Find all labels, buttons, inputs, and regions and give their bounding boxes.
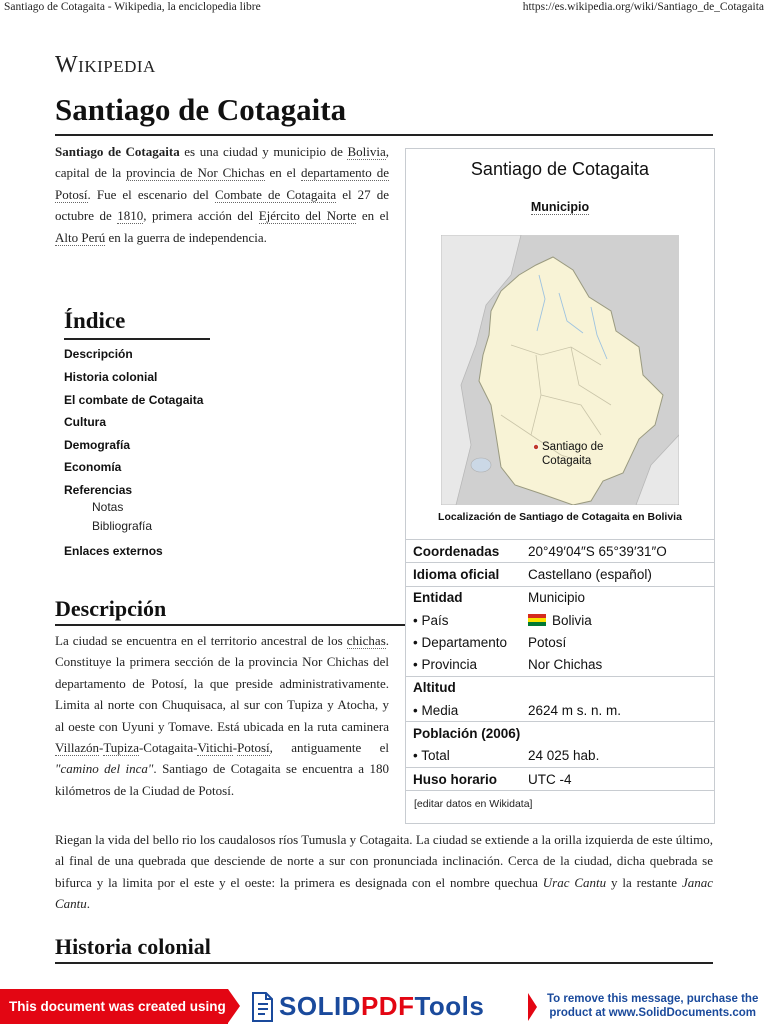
bolivia-flag-icon xyxy=(528,614,546,626)
link-potosi[interactable]: Potosí xyxy=(237,740,270,756)
banner-purchase-message[interactable]: To remove this message, purchase the product at www.SolidDocuments.com xyxy=(547,993,759,1019)
document-icon xyxy=(250,992,274,1022)
rivers-paragraph: Riegan la vida del bello rio los caudalosos ríos Tumusla y Cotagaita. La ciudad se extiende a la orilla izquierda de este último, al final de una quebrada que desciende de norte a sur con pronunciada inclinación. Cerca de la ciudad, dicha quebrada se bifurca y la limita por el este y el oeste: la primera es designada con el nombre quechua Urac Cantu y la restante Janac Cantu. xyxy=(55,832,714,912)
link-bolivia[interactable]: Bolivia xyxy=(347,144,386,159)
infobox-value[interactable]: 20°49′04″S 65°39′31″O xyxy=(521,540,714,563)
infobox-key: • Media xyxy=(413,702,459,718)
page-title: Santiago de Cotagaita xyxy=(55,92,347,127)
link-tupiza[interactable]: Tupiza xyxy=(103,740,139,756)
infobox-value[interactable]: Castellano (español) xyxy=(521,563,714,586)
toc-item-demografia[interactable]: Demografía xyxy=(64,438,131,452)
infobox-key: • País xyxy=(413,612,449,628)
toc-item-enlaces[interactable]: Enlaces externos xyxy=(64,544,163,558)
link-alto-peru[interactable]: Alto Perú xyxy=(55,229,106,245)
browser-url: https://es.wikipedia.org/wiki/Santiago_de_Cotagaita xyxy=(522,1,764,13)
infobox-key: Idioma oficial xyxy=(406,563,521,586)
edit-wikidata-link[interactable]: [editar datos en Wikidata] xyxy=(414,798,533,810)
infobox-key: • Departamento xyxy=(413,634,508,650)
map-caption: Localización de Santiago de Cotagaita en Bolivia xyxy=(438,511,682,523)
description-paragraph: La ciudad se encuentra en el territorio ancestral de los chichas. Constituye la primera sección de la provincia Nor Chichas del departamento de Potosí, la que preside administrativamente. Limita al norte con Chuquisaca, al sur con Tupiza y Atocha, y al oeste con Uyuni y Tomave. Está ubicada en la ruta caminera Villazón-Tupiza-Cotagaita-Vitichi-Potosí, antiguamente el "camino del inca". Santiago de Cotagaita se encuentra a 180 kilómetros de la Ciudad de Potosí. xyxy=(55,633,390,798)
camino-del-inca-text: "camino del inca" xyxy=(55,761,154,777)
infobox-value: 2624 m s. n. m. xyxy=(528,702,622,718)
banner-left-text: This document was created using xyxy=(0,989,228,1024)
toc-item-referencias[interactable]: Referencias xyxy=(64,483,133,497)
solidpdf-logo: SOLIDPDFTools xyxy=(250,991,484,1022)
section-heading-historia: Historia colonial xyxy=(55,934,211,959)
link-1810[interactable]: 1810 xyxy=(117,208,144,224)
infobox-value[interactable]: Municipio xyxy=(521,586,714,609)
wikipedia-wordmark[interactable]: Wikipedia xyxy=(55,52,156,78)
infobox-value[interactable]: Nor Chichas xyxy=(528,657,603,673)
bolivia-location-map[interactable] xyxy=(441,235,679,505)
infobox-key: Coordenadas xyxy=(406,540,521,563)
location-marker xyxy=(533,444,538,449)
intro-paragraph: Santiago de Cotagaita es una ciudad y municipio de Bolivia, capital de la provincia de Nor Chichas en el departamento de Potosí. Fue el escenario del Combate de Cotagaita el 27 de octubre de 1810, primera acción del Ejército del Norte en el Alto Perú en la guerra de independencia. xyxy=(55,144,390,245)
infobox-value[interactable]: UTC -4 xyxy=(521,767,714,790)
infobox-value[interactable]: Bolivia xyxy=(521,609,714,631)
link-departamento[interactable]: departamento de Potosí xyxy=(55,165,390,202)
browser-page-title: Santiago de Cotagaita - Wikipedia, la enciclopedia libre xyxy=(4,1,261,13)
toc-item-historia[interactable]: Historia colonial xyxy=(64,370,158,384)
solidpdf-banner xyxy=(0,989,768,1024)
toc-item-descripcion[interactable]: Descripción xyxy=(64,347,133,361)
infobox-title: Santiago de Cotagaita xyxy=(470,159,650,179)
toc-item-combate[interactable]: El combate de Cotagaita xyxy=(64,393,204,407)
infobox-key: Población (2006) xyxy=(406,722,714,745)
infobox-value: 24 025 hab. xyxy=(528,748,600,764)
toc-divider xyxy=(64,338,210,340)
toc-item-economia[interactable]: Economía xyxy=(64,460,122,474)
link-ejercito[interactable]: Ejército del Norte xyxy=(258,208,357,224)
section-divider xyxy=(55,962,713,964)
infobox xyxy=(405,148,715,824)
title-divider xyxy=(55,134,713,136)
link-chichas[interactable]: chichas xyxy=(346,633,386,648)
banner-arrow xyxy=(228,989,240,1023)
banner-right[interactable] xyxy=(528,989,768,1024)
infobox-key: Altitud xyxy=(406,676,714,699)
infobox-table xyxy=(406,539,714,819)
section-heading-descripcion: Descripción xyxy=(55,596,167,621)
infobox-key: Huso horario xyxy=(406,767,521,790)
map-location-label: Santiago de Cotagaita xyxy=(542,441,604,467)
chevron-right-icon xyxy=(528,993,537,1021)
infobox-subtitle[interactable]: Municipio xyxy=(530,200,590,214)
infobox-key: • Total xyxy=(413,748,450,764)
infobox-key: • Provincia xyxy=(413,657,477,673)
toc-item-cultura[interactable]: Cultura xyxy=(64,415,106,429)
infobox-key: Entidad xyxy=(406,586,521,609)
link-combate[interactable]: Combate de Cotagaita xyxy=(214,186,337,202)
toc-title: Índice xyxy=(64,308,126,333)
link-villazon[interactable]: Villazón xyxy=(55,740,99,756)
link-vitichi[interactable]: Vitichi xyxy=(197,740,233,756)
link-provincia[interactable]: provincia de Nor Chichas xyxy=(126,165,265,181)
infobox-value[interactable]: Potosí xyxy=(528,634,567,650)
toc-subitem-notas[interactable]: Notas xyxy=(92,500,124,514)
toc-subitem-bibliografia[interactable]: Bibliografía xyxy=(92,519,153,533)
